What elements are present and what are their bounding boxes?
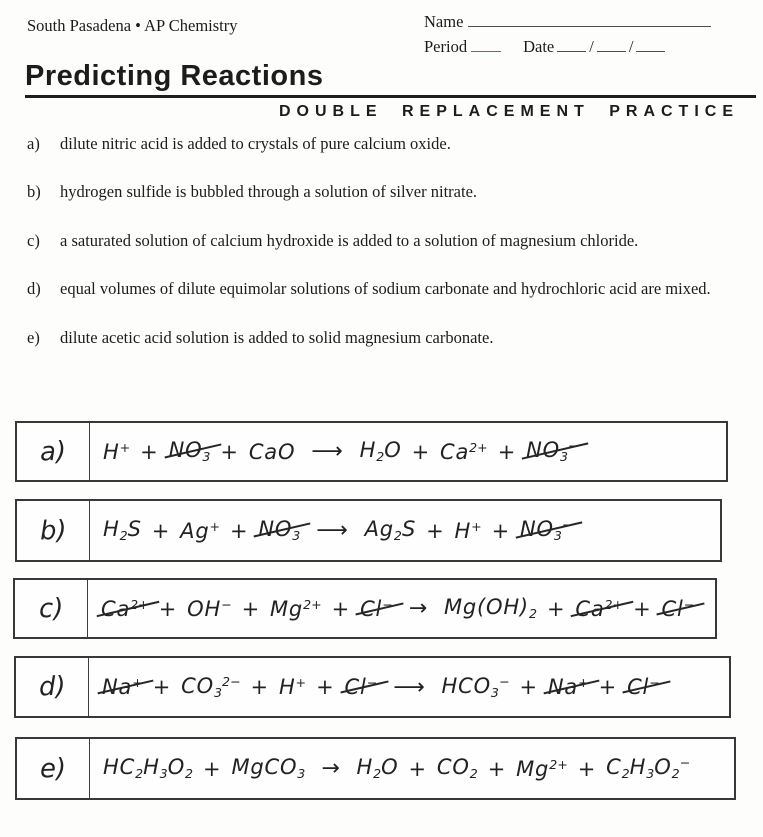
chemical-term: CaO [248, 439, 296, 464]
crossed-out-chemical-term: $NO_3^-$ [526, 438, 579, 465]
chemical-term: $C_2H_3O_2^-$ [606, 755, 691, 782]
chemical-term: OH− [187, 596, 232, 621]
question-text: equal volumes of dilute equimolar solutions of sodium carbonate and hydrochloric acid are mixed. [60, 279, 711, 299]
section-subtitle: DOUBLE REPLACEMENT PRACTICE [278, 103, 739, 120]
plus-operator: + [598, 675, 618, 699]
question-row [27, 278, 751, 299]
period-date-line [424, 37, 711, 62]
date-month-blank [557, 39, 586, 52]
question-letter: c) [27, 230, 40, 250]
answer-box [14, 656, 731, 718]
plus-operator: + [152, 675, 172, 699]
chemical-term: $H_2O$ [356, 755, 399, 782]
answer-letter: e) [39, 753, 67, 784]
reaction-arrow: → [408, 596, 428, 621]
answer-box [13, 578, 717, 639]
period-label: Period [424, 37, 468, 56]
questions-list [27, 133, 751, 375]
question-row [27, 230, 751, 251]
crossed-out-chemical-term: $Ca^{2+}$ [575, 596, 624, 621]
plus-operator: + [241, 596, 261, 621]
plus-operator: + [633, 596, 652, 621]
plus-operator: + [487, 756, 507, 781]
question-text: a saturated solution of calcium hydroxide is added to a solution of magnesium chloride. [60, 230, 639, 250]
question-text: hydrogen sulfide is bubbled through a solution of silver nitrate. [60, 182, 478, 202]
answer-box [15, 737, 736, 800]
crossed-out-chemical-term: Cl− [344, 675, 378, 699]
crossed-out-chemical-term: $Ca^{2+}$ [101, 596, 149, 621]
page-title: Predicting Reactions [25, 60, 324, 92]
plus-operator: + [316, 675, 335, 699]
plus-operator: + [140, 439, 159, 464]
chemical-term: $Mg^{2+}$ [516, 756, 568, 781]
period-field-blank [471, 39, 501, 52]
plus-operator: + [158, 596, 178, 621]
chemical-term: MgCO$_3$ [231, 755, 306, 782]
answer-box [15, 421, 728, 482]
question-row [27, 181, 751, 202]
answer-letter-cell [15, 580, 88, 637]
reaction-arrow: ⟶ [316, 518, 349, 543]
name-line [424, 12, 711, 37]
question-letter: e) [27, 327, 40, 347]
plus-operator: + [250, 675, 269, 699]
equation [90, 501, 720, 560]
plus-operator: + [408, 756, 427, 781]
date-slash-1: / [589, 37, 594, 56]
plus-operator: + [220, 439, 239, 464]
equation [90, 739, 734, 798]
chemical-term: $HCO_3^-$ [441, 673, 510, 701]
chemical-term: $CO_3^{2-}$ [181, 673, 241, 701]
equation [89, 658, 729, 716]
question-letter: b) [27, 182, 41, 202]
crossed-out-chemical-term: $NO_3$ [258, 517, 301, 544]
crossed-out-chemical-term: Cl− [627, 675, 660, 699]
plus-operator: + [411, 439, 430, 464]
crossed-out-chemical-term: Cl− [661, 596, 695, 621]
plus-operator: + [519, 675, 538, 699]
chemical-term: $HC_2H_3O_2$ [103, 755, 194, 782]
question-text: dilute acetic acid solution is added to solid magnesium carbonate. [60, 327, 494, 347]
date-year-blank [636, 39, 665, 52]
crossed-out-chemical-term: Na+ [102, 675, 143, 699]
crossed-out-chemical-term: Cl− [360, 596, 393, 621]
reaction-arrow: ⟶ [311, 439, 344, 464]
chemical-term: $Mg(OH)_2$ [443, 595, 537, 622]
answer-letter: a) [39, 436, 67, 467]
chemical-term: $H_2S$ [103, 517, 142, 544]
chemical-term: Ag+ [180, 518, 221, 543]
plus-operator: + [151, 518, 171, 543]
plus-operator: + [426, 518, 445, 543]
course-header: South Pasadena • AP Chemistry [27, 16, 238, 35]
plus-operator: + [491, 518, 511, 543]
name-field-blank [468, 14, 711, 27]
plus-operator: + [546, 596, 566, 621]
question-letter: a) [27, 134, 40, 153]
name-label: Name [424, 12, 464, 31]
answer-letter-cell [16, 658, 89, 716]
chemical-term: H+ [103, 439, 131, 464]
crossed-out-chemical-term: $NO_3$ [168, 438, 211, 465]
answer-letter-cell [17, 423, 90, 480]
plus-operator: + [331, 596, 351, 621]
crossed-out-chemical-term: $NO_3^-$ [520, 517, 573, 544]
plus-operator: + [230, 518, 249, 543]
plus-operator: + [203, 756, 222, 781]
plus-operator: + [577, 756, 597, 781]
crossed-out-chemical-term: Na+ [547, 675, 589, 699]
plus-operator: + [497, 439, 517, 464]
chemical-term: $Ag_2S$ [364, 517, 417, 544]
chemical-term: $CO_2$ [436, 755, 478, 782]
equation [88, 580, 715, 637]
chemical-term: H+ [278, 675, 307, 699]
answer-letter-cell [17, 739, 90, 798]
chemical-term: $Ca^{2+}$ [440, 439, 488, 464]
title-divider-rule [25, 95, 756, 98]
reaction-arrow: ⟶ [393, 674, 426, 700]
question-row [27, 133, 751, 154]
chemical-term: $H_2O$ [359, 438, 402, 465]
name-period-date-block [424, 12, 711, 62]
answer-letter: c) [38, 593, 64, 624]
question-letter: d) [27, 279, 41, 299]
reaction-arrow: → [321, 756, 341, 781]
question-text: dilute nitric acid is added to crystals of pure calcium oxide. [60, 134, 451, 153]
answer-letter: b) [39, 515, 67, 546]
date-slash-2: / [628, 37, 634, 56]
date-label: Date [523, 37, 555, 56]
answer-box [15, 499, 722, 562]
chemical-term: H+ [454, 518, 482, 543]
answer-letter-cell [17, 501, 90, 560]
date-day-blank [597, 39, 626, 52]
equation [90, 423, 726, 480]
answer-letter: d) [38, 671, 66, 703]
chemical-term: $Mg^{2+}$ [270, 596, 322, 621]
question-row [27, 327, 751, 348]
